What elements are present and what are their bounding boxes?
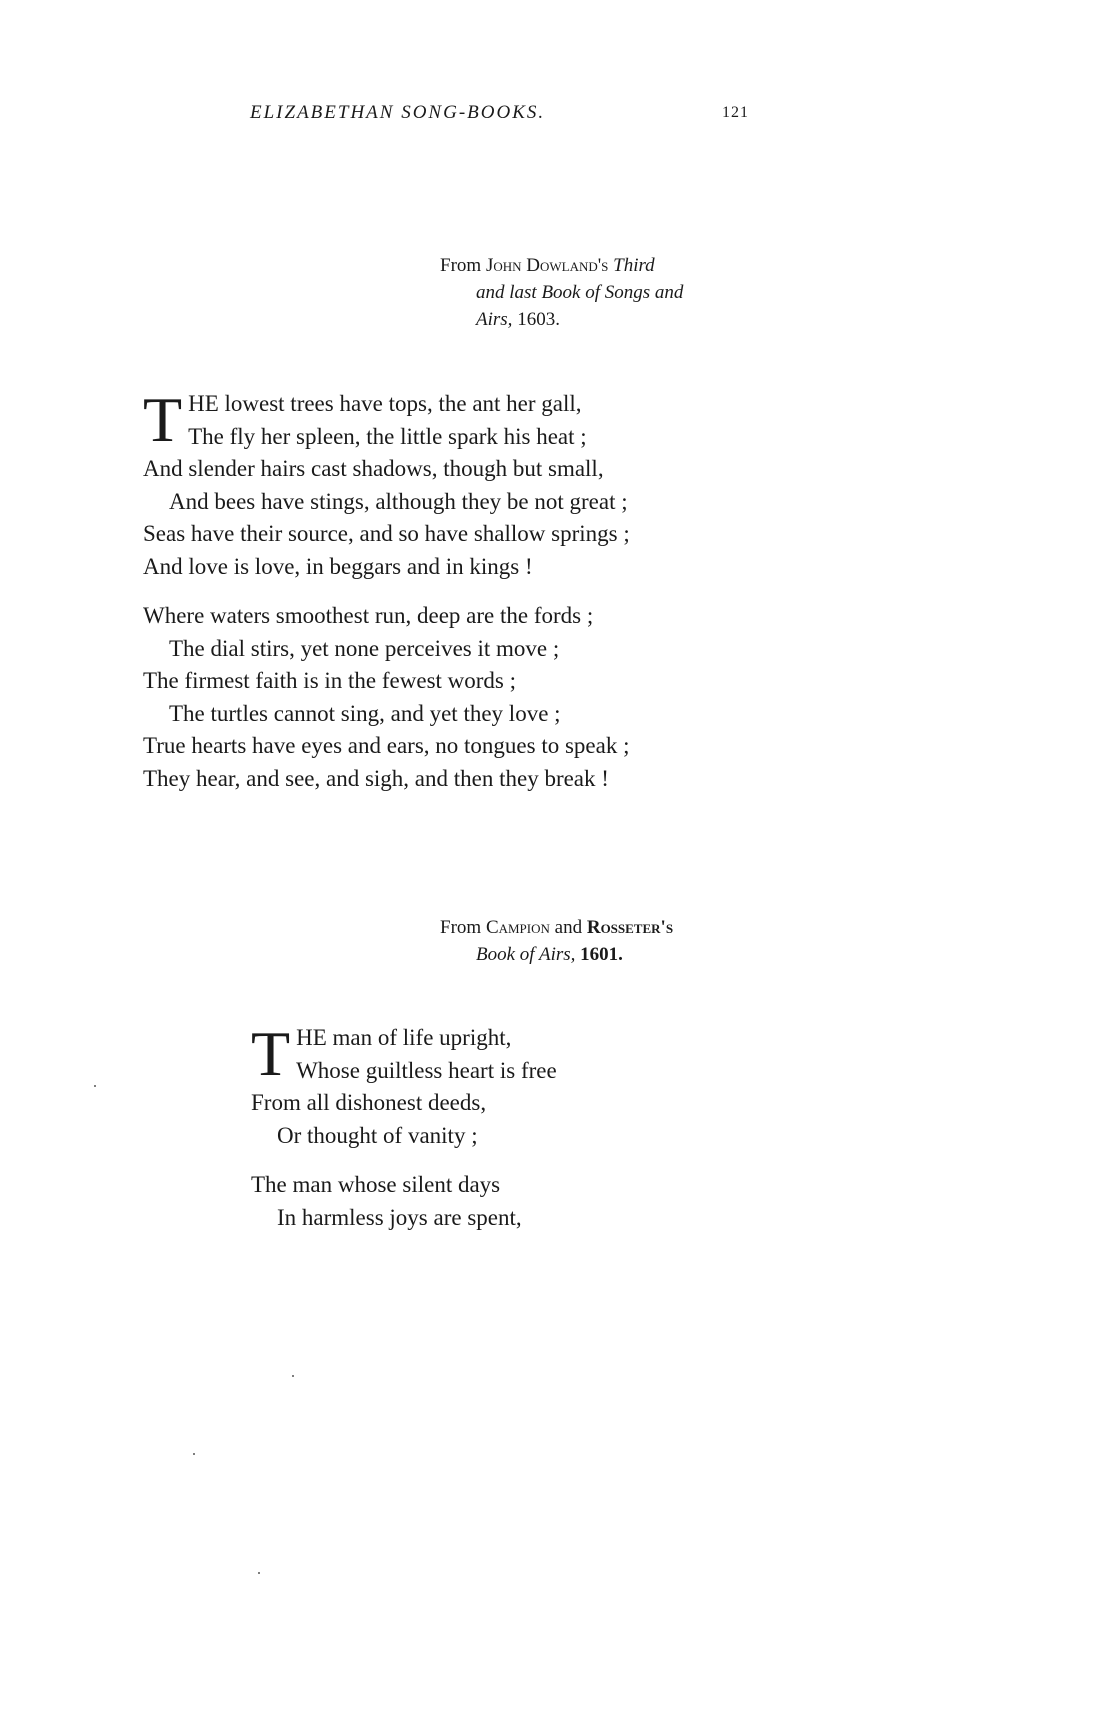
poem-line: The man whose silent days <box>251 1172 501 1197</box>
poem-line: Or thought of vanity ; <box>277 1122 478 1148</box>
source-year: 1603. <box>517 309 560 330</box>
source-conjunction: and <box>554 917 583 938</box>
poem-line: The firmest faith is in the fewest words ; <box>143 668 517 693</box>
poem-line: The turtles cannot sing, and yet they love ; <box>169 700 561 726</box>
poem-line: Seas have their source, and so have shallow springs ; <box>143 521 630 546</box>
scan-speck <box>94 1085 96 1087</box>
poem-line: They hear, and see, and sigh, and then they break ! <box>143 765 609 791</box>
poem-line: From all dishonest deeds, <box>251 1090 487 1115</box>
stanza <box>143 600 630 795</box>
poem-line: And bees have stings, although they be not great ; <box>169 488 628 514</box>
poem-line: The dial stirs, yet none perceives it move ; <box>169 635 560 661</box>
scan-speck <box>193 1453 195 1455</box>
poem-campion <box>251 1018 557 1251</box>
running-title: ELIZABETHAN SONG-BOOKS. <box>250 102 546 123</box>
poem-line: HE man of life upright, <box>296 1025 512 1050</box>
scan-speck <box>292 1375 294 1377</box>
source-attribution-campion <box>440 914 673 968</box>
source-title: Book of Airs, <box>476 944 576 965</box>
source-year: 1601. <box>580 944 623 965</box>
stanza <box>251 1169 522 1234</box>
scan-speck <box>258 1572 260 1574</box>
source-author: Campion <box>485 917 550 938</box>
drop-cap: T <box>143 384 183 455</box>
source-author: John Dowland's <box>485 255 609 276</box>
poem-dowland <box>143 384 630 812</box>
poem-line: And love is love, in beggars and in kings ! <box>143 553 533 579</box>
stanza <box>251 1018 557 1152</box>
stanza <box>143 384 630 583</box>
source-title-part: Third <box>613 255 655 276</box>
source-author: Rosseter's <box>586 917 674 938</box>
poem-line: Where waters smoothest run, deep are the fords ; <box>143 603 594 628</box>
poem-line: The fly her spleen, the little spark his heat ; <box>188 423 587 449</box>
poem-line: HE lowest trees have tops, the ant her gall, <box>188 391 582 416</box>
poem-line: In harmless joys are spent, <box>277 1204 522 1230</box>
source-from: From <box>440 255 482 276</box>
poem-line: And slender hairs cast shadows, though but small, <box>143 456 604 481</box>
poem-line: True hearts have eyes and ears, no tongues to speak ; <box>143 733 630 758</box>
page-number: 121 <box>722 104 749 121</box>
source-title-part: and last Book of Songs and <box>476 282 684 303</box>
source-from: From <box>440 917 482 938</box>
source-attribution-dowland <box>440 252 683 333</box>
poem-line: Whose guiltless heart is free <box>296 1057 557 1083</box>
source-title-part: Airs, <box>476 309 513 330</box>
drop-cap: T <box>251 1018 291 1089</box>
